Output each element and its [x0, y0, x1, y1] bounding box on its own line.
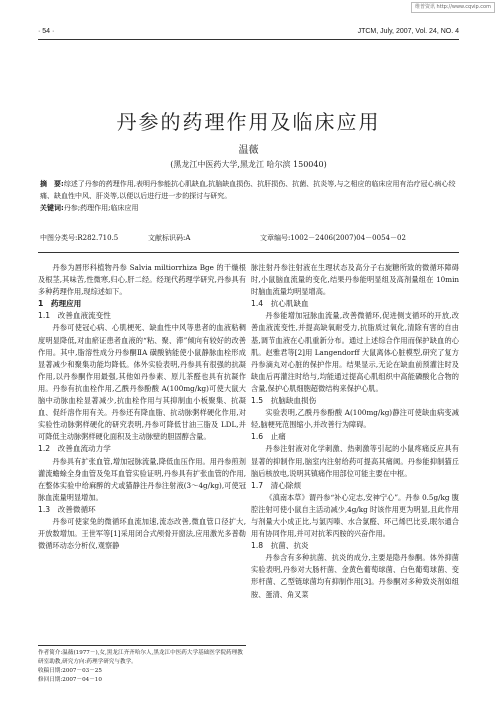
- abstract-label: 摘 要:: [40, 180, 64, 188]
- subsection-heading-1-1: 1.1 改善血液流变性: [38, 311, 111, 321]
- document-code: 文献标识码:A: [148, 234, 191, 242]
- paragraph-1-2: 丹参具有扩张血管,增加冠脉流量,降低血压作用。用丹参煎剂灌流蟾蜍全身血管及兔耳血管实验证明,丹参具有扩张血管的作用,在整体实验中给麻醉的犬或猫静注丹参注射液(3～4g/kg),可使冠脉血流量明显增加。: [38, 456, 246, 502]
- abstract-paragraph: [40, 178, 458, 202]
- received-date: 收稿日期:2007－03－25: [38, 668, 102, 674]
- running-header: [38, 27, 459, 40]
- intro-paragraph: 丹参为唇形科植物丹参 Salvia miltiorrhiza Bge 的干燥根及根茎,其味苦,性微寒,归心,肝二经。经现代药理学研究,丹参具有多种药理作用,现综述如下。: [38, 263, 246, 297]
- author-name: 温薇: [238, 145, 259, 156]
- abstract-text: 综述了丹参的药理作用,表明丹参能抗心肌缺血,抗脑缺血损伤、抗肝损伤、抗菌、抗炎等,与之相应的临床应用有治疗冠心病心绞痛、缺血性中风、肝炎等,以便以后进行进一步的探讨与研究。: [40, 180, 456, 200]
- continued-paragraph: 脉注射丹参注射液在生理状态及高分子右旋糖所致的微循环障碍时,小鼠脑血流量的变化,结果丹参能明显组及高剂量组在 10min 时脑血流量均明显增高。: [251, 263, 459, 297]
- revised-date: 修回日期:2007－04－10: [38, 677, 102, 683]
- paragraph-1-4: 丹参能增加冠脉血流量,改善微循环,促进侧支循环的开放,改善血液流变性,并提高缺氧耐受力,抗脂质过氧化,清除有害的自由基,调节血液在心肌重新分布。通过上述综合作用而保护缺血的心肌。赵雅君等[2]用 Langendorff 大鼠离体心脏模型,研究了复方丹参滴丸对心脏的保护作用。结果显示,无论在缺血前预灌注时及缺血后再灌注时给与,均能通过提高心肌组织中高能磷酸化合物的含量,保护心肌细胞超微结构来保护心肌。: [251, 311, 459, 393]
- left-column: [38, 262, 246, 552]
- paragraph-1-5: 实验表明,乙酰丹参酚酸 A(100mg/kg)静注可使缺血病变减轻,脑梗死范围缩小,并改善行为障碍。: [251, 408, 459, 430]
- subsection-heading-1-8: 1.8 抗菌、抗炎: [251, 541, 309, 551]
- subsection-heading-1-3: 1.3 改善微循环: [38, 504, 96, 514]
- footnote-block: [38, 645, 246, 685]
- subsection-heading-1-2: 1.2 改善血流动力学: [38, 444, 111, 454]
- paragraph-1-7: 《滇南本草》谓丹参“补心定志,安神宁心”。丹参 0.5g/kg 腹腔注射可使小鼠自主活动减少,4g/kg 时该作用更为明显,且此作用与剂量大小成正比,与氯丙嗪、水合氯醛、环己烯巴比妥,眠尔通合用有协同作用,并可对抗苯丙胺的兴奋作用。: [251, 492, 459, 539]
- abstract-block: [40, 178, 458, 214]
- keywords-label: 关键词:: [40, 204, 64, 212]
- subsection-heading-1-7: 1.7 清心除烦: [251, 480, 302, 490]
- section-heading-1: 1 药理应用: [38, 299, 82, 309]
- author-affiliation: (黑龙江中医药大学,黑龙江 哈尔滨 150040): [170, 160, 327, 169]
- journal-citation: JTCM, July, 2007, Vol. 24, NO. 4: [357, 28, 459, 35]
- page-number: · 54 ·: [38, 28, 55, 35]
- subsection-heading-1-4: 1.4 抗心肌缺血: [251, 299, 309, 309]
- clc-number: 中图分类号:R282.710.5: [40, 234, 119, 242]
- paragraph-1-1: 丹参可使冠心病、心肌梗死、缺血性中风等患者的血液粘稠度明显降低,对血瘀证患者血液的“粘、聚、滞”倾向有较好的改善作用。其中,脂溶性成分丹参酮ⅡA 磺酸钠能使小鼠静脉血栓形成显著减少和聚集功能均降低。体外实验表明,丹参具有很强的抗凝作用,以丹参酮作用最强,其他如丹参素、原儿茶醛也具有抗凝作用。丹参有抗血栓作用,乙酰丹参酚酸 A(100mg/kg)可使大鼠大脑中动脉血栓显著减少,抗血栓作用与其抑制血小板聚集、抗凝血、促纤溶作用有关。丹参还有降血脂、抗动脉粥样硬化作用,对实验性动脉粥样硬化的研究表明,丹参可降低甘油三脂及 LDL,并可降低主动脉粥样硬化面积及主动脉壁的胆固醇含量。: [38, 323, 246, 442]
- subsection-heading-1-6: 1.6 止痛: [251, 432, 286, 442]
- right-column: [251, 262, 459, 601]
- article-number: 文章编号:1002－2406(2007)04－0054－02: [260, 234, 406, 242]
- author-bio: 作者简介:温薇(1977－),女,黑龙江齐齐哈尔人,黑龙江中医药大学基础医学院药理教研室助教,研究方向:药理学研究与教学。: [38, 650, 243, 665]
- article-title: 丹参的药理作用及临床应用: [116, 110, 381, 134]
- paragraph-1-8: 丹参含有多种抗菌、抗炎的成分,主要是隐丹参酮。体外抑菌实验表明,丹参对大肠杆菌、金黄色葡萄球菌、白色葡萄球菌、变形杆菌、乙型链球菌均有抑制作用[3]。丹参酮对多种致炎剂如组胺、蛋清、角叉菜: [251, 553, 459, 599]
- keywords-text: 丹参;药理作用;临床应用: [63, 204, 139, 212]
- paragraph-1-3: 丹参可使家兔的微循环血流加速,流态改善,微血管口径扩大,开放数增加。王世军等[1]采用闭合式颅骨开窗法,应用激光多普勒微循环动态分析仪,观察静: [38, 516, 246, 551]
- divider-rule: [38, 252, 459, 253]
- keywords-line: [40, 202, 458, 214]
- paragraph-1-6: 丹参注射液对化学刺激、热刺激等引起的小鼠疼痛反应具有显著的抑制作用,脑室内注射给药可提高其痛阈。丹参能抑制猫丘脑后核放电,说明其镇痛作用部位可能主要在中枢。: [251, 444, 459, 478]
- source-watermark: 维普资讯 http://www.cqvip.com: [411, 2, 495, 13]
- subsection-heading-1-5: 1.5 抗脑缺血损伤: [251, 396, 317, 406]
- classification-line: [40, 233, 458, 245]
